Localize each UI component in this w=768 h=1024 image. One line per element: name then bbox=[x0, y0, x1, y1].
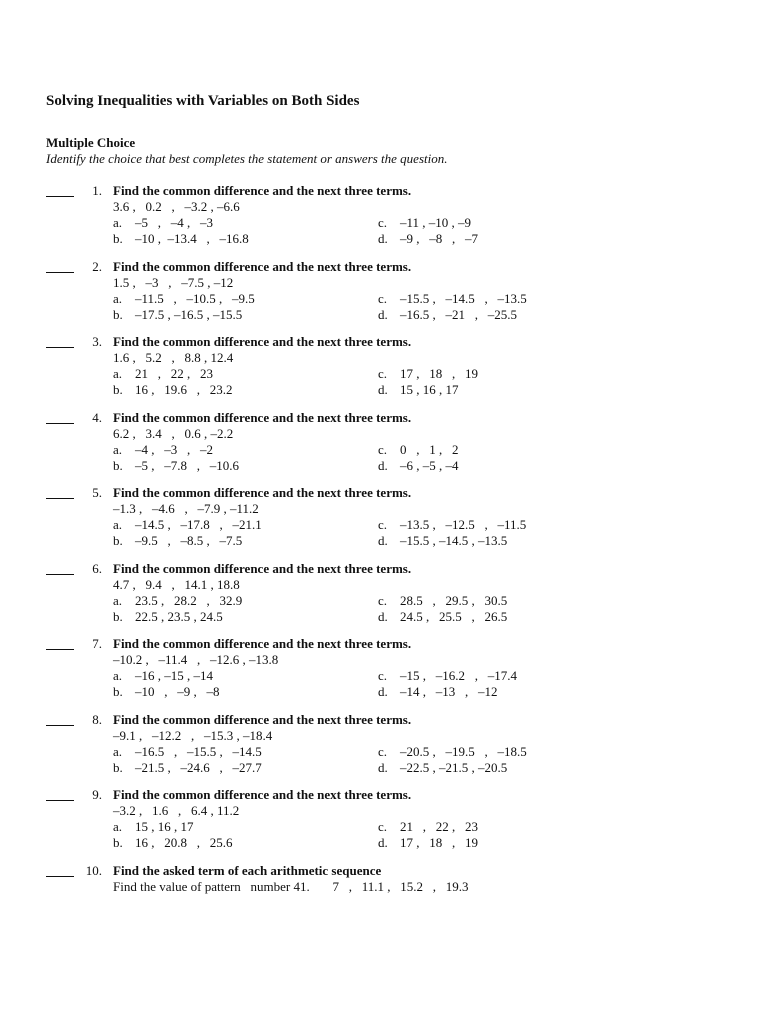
question-item bbox=[0, 485, 768, 549]
answer-blank[interactable] bbox=[46, 863, 74, 877]
choice-letter: b. bbox=[113, 382, 123, 397]
answer-choice[interactable] bbox=[113, 819, 194, 835]
answer-choice[interactable] bbox=[378, 609, 507, 625]
answer-choice[interactable] bbox=[113, 593, 242, 609]
choice-letter: b. bbox=[113, 458, 123, 473]
question-prompt: Find the common difference and the next three terms. bbox=[113, 410, 412, 425]
choice-text: –16.5 , –15.5 , –14.5 bbox=[135, 744, 262, 759]
choice-letter: a. bbox=[113, 744, 123, 759]
choice-letter: a. bbox=[113, 819, 123, 834]
choice-text: 23.5 , 28.2 , 32.9 bbox=[135, 593, 243, 608]
question-sequence: –10.2 , –11.4 , –12.6 , –13.8 bbox=[113, 652, 279, 667]
answer-blank[interactable] bbox=[46, 485, 74, 499]
choice-letter: d. bbox=[378, 533, 388, 548]
answer-choice[interactable] bbox=[378, 442, 459, 458]
choice-text: –5 , –4 , –3 bbox=[135, 215, 213, 230]
answer-choice[interactable] bbox=[378, 533, 507, 549]
question-prompt: Find the common difference and the next three terms. bbox=[113, 636, 412, 651]
answer-choice[interactable] bbox=[113, 291, 255, 307]
answer-choice[interactable] bbox=[113, 668, 213, 684]
answer-blank[interactable] bbox=[46, 183, 74, 197]
question-prompt: Find the common difference and the next three terms. bbox=[113, 334, 412, 349]
answer-choice[interactable] bbox=[113, 609, 223, 625]
question-item bbox=[0, 410, 768, 474]
choice-text: –13.5 , –12.5 , –11.5 bbox=[400, 517, 527, 532]
choice-text: –9.5 , –8.5 , –7.5 bbox=[135, 533, 243, 548]
choice-text: –15 , –16.2 , –17.4 bbox=[400, 668, 517, 683]
answer-blank[interactable] bbox=[46, 259, 74, 273]
choice-text: –15.5 , –14.5 , –13.5 bbox=[400, 533, 508, 548]
choice-letter: c. bbox=[378, 366, 388, 381]
choice-text: 15 , 16 , 17 bbox=[135, 819, 194, 834]
choice-text: 28.5 , 29.5 , 30.5 bbox=[400, 593, 508, 608]
section-instructions: Identify the choice that best completes the statement or answers the question. bbox=[46, 151, 448, 166]
choice-letter: b. bbox=[113, 307, 123, 322]
choice-letter: c. bbox=[378, 668, 388, 683]
choice-letter: b. bbox=[113, 609, 123, 624]
question-sequence: –3.2 , 1.6 , 6.4 , 11.2 bbox=[113, 803, 240, 818]
choice-letter: a. bbox=[113, 442, 123, 457]
question-number: 8. bbox=[92, 712, 102, 727]
choice-text: 21 , 22 , 23 bbox=[135, 366, 213, 381]
question-item bbox=[0, 636, 768, 700]
question-prompt: Find the common difference and the next three terms. bbox=[113, 712, 412, 727]
question-number: 10. bbox=[85, 863, 102, 878]
question-prompt: Find the common difference and the next three terms. bbox=[113, 485, 412, 500]
question-sequence: 4.7 , 9.4 , 14.1 , 18.8 bbox=[113, 577, 240, 592]
question-item bbox=[0, 863, 768, 927]
question-item bbox=[0, 334, 768, 398]
answer-choice[interactable] bbox=[113, 760, 262, 776]
question-sequence: 6.2 , 3.4 , 0.6 , –2.2 bbox=[113, 426, 234, 441]
question-sequence: 1.6 , 5.2 , 8.8 , 12.4 bbox=[113, 350, 234, 365]
question-prompt: Find the asked term of each arithmetic sequence bbox=[113, 863, 382, 878]
choice-letter: b. bbox=[113, 835, 123, 850]
question-item bbox=[0, 259, 768, 323]
choice-letter: b. bbox=[113, 231, 123, 246]
answer-choice[interactable] bbox=[113, 744, 262, 760]
choice-text: –21.5 , –24.6 , –27.7 bbox=[135, 760, 262, 775]
choice-text: –17.5 , –16.5 , –15.5 bbox=[135, 307, 243, 322]
choice-text: –4 , –3 , –2 bbox=[135, 442, 213, 457]
answer-blank[interactable] bbox=[46, 561, 74, 575]
question-number: 9. bbox=[92, 787, 102, 802]
answer-choice[interactable] bbox=[113, 442, 213, 458]
choice-text: 15 , 16 , 17 bbox=[400, 382, 459, 397]
answer-choice[interactable] bbox=[378, 668, 517, 684]
answer-choice[interactable] bbox=[113, 684, 220, 700]
answer-choice[interactable] bbox=[378, 458, 459, 474]
answer-choice[interactable] bbox=[378, 760, 507, 776]
choice-letter: c. bbox=[378, 744, 388, 759]
question-prompt: Find the common difference and the next three terms. bbox=[113, 787, 412, 802]
choice-text: –9 , –8 , –7 bbox=[400, 231, 478, 246]
question-sequence: –1.3 , –4.6 , –7.9 , –11.2 bbox=[113, 501, 259, 516]
choice-letter: b. bbox=[113, 760, 123, 775]
worksheet-title: Solving Inequalities with Variables on Both Sides bbox=[46, 93, 360, 109]
choice-text: –14 , –13 , –12 bbox=[400, 684, 498, 699]
answer-blank[interactable] bbox=[46, 410, 74, 424]
choice-text: 16 , 19.6 , 23.2 bbox=[135, 382, 233, 397]
choice-text: –16 , –15 , –14 bbox=[135, 668, 213, 683]
answer-choice[interactable] bbox=[113, 382, 233, 398]
choice-text: –11.5 , –10.5 , –9.5 bbox=[135, 291, 255, 306]
choice-text: –5 , –7.8 , –10.6 bbox=[135, 458, 239, 473]
question-number: 3. bbox=[92, 334, 102, 349]
answer-choice[interactable] bbox=[378, 366, 478, 382]
question-prompt: Find the common difference and the next three terms. bbox=[113, 561, 412, 576]
answer-choice[interactable] bbox=[378, 291, 527, 307]
answer-blank[interactable] bbox=[46, 334, 74, 348]
choice-text: 21 , 22 , 23 bbox=[400, 819, 478, 834]
question-prompt: Find the common difference and the next three terms. bbox=[113, 183, 412, 198]
choice-letter: c. bbox=[378, 291, 388, 306]
choice-letter: a. bbox=[113, 291, 123, 306]
answer-choice[interactable] bbox=[378, 684, 498, 700]
choice-letter: b. bbox=[113, 533, 123, 548]
answer-choice[interactable] bbox=[113, 835, 233, 851]
choice-letter: a. bbox=[113, 215, 123, 230]
question-number: 6. bbox=[92, 561, 102, 576]
answer-choice[interactable] bbox=[378, 215, 471, 231]
question-item bbox=[0, 787, 768, 851]
choice-text: –14.5 , –17.8 , –21.1 bbox=[135, 517, 262, 532]
choice-letter: d. bbox=[378, 231, 388, 246]
question-prompt: Find the common difference and the next three terms. bbox=[113, 259, 412, 274]
choice-letter: c. bbox=[378, 593, 388, 608]
answer-choice[interactable] bbox=[378, 307, 517, 323]
choice-letter: d. bbox=[378, 382, 388, 397]
section-heading: Multiple Choice bbox=[46, 135, 136, 150]
choice-letter: d. bbox=[378, 458, 388, 473]
question-sequence: –9.1 , –12.2 , –15.3 , –18.4 bbox=[113, 728, 273, 743]
choice-letter: a. bbox=[113, 593, 123, 608]
question-number: 5. bbox=[92, 485, 102, 500]
answer-choice[interactable] bbox=[113, 215, 213, 231]
answer-choice[interactable] bbox=[378, 744, 527, 760]
answer-choice[interactable] bbox=[378, 517, 526, 533]
choice-text: –6 , –5 , –4 bbox=[400, 458, 459, 473]
choice-letter: d. bbox=[378, 609, 388, 624]
choice-letter: c. bbox=[378, 215, 388, 230]
answer-choice[interactable] bbox=[113, 533, 242, 549]
choice-letter: b. bbox=[113, 684, 123, 699]
choice-letter: a. bbox=[113, 366, 123, 381]
choice-text: 22.5 , 23.5 , 24.5 bbox=[135, 609, 223, 624]
answer-choice[interactable] bbox=[378, 382, 459, 398]
choice-text: –22.5 , –21.5 , –20.5 bbox=[400, 760, 508, 775]
choice-text: –11 , –10 , –9 bbox=[400, 215, 472, 230]
choice-text: –10 , –9 , –8 bbox=[135, 684, 220, 699]
answer-choice[interactable] bbox=[113, 307, 242, 323]
answer-choice[interactable] bbox=[113, 231, 249, 247]
answer-choice[interactable] bbox=[378, 593, 507, 609]
choice-text: 24.5 , 25.5 , 26.5 bbox=[400, 609, 508, 624]
answer-choice[interactable] bbox=[113, 458, 239, 474]
answer-choice[interactable] bbox=[113, 517, 262, 533]
question-item bbox=[0, 183, 768, 247]
choice-letter: d. bbox=[378, 307, 388, 322]
answer-blank[interactable] bbox=[46, 787, 74, 801]
answer-choice[interactable] bbox=[113, 366, 213, 382]
answer-choice[interactable] bbox=[378, 819, 478, 835]
choice-letter: d. bbox=[378, 684, 388, 699]
answer-blank[interactable] bbox=[46, 712, 74, 726]
choice-text: –10 , –13.4 , –16.8 bbox=[135, 231, 249, 246]
choice-letter: d. bbox=[378, 760, 388, 775]
question-item bbox=[0, 712, 768, 776]
choice-text: –20.5 , –19.5 , –18.5 bbox=[400, 744, 527, 759]
answer-blank[interactable] bbox=[46, 636, 74, 650]
answer-choice[interactable] bbox=[378, 231, 478, 247]
question-number: 4. bbox=[92, 410, 102, 425]
choice-letter: d. bbox=[378, 835, 388, 850]
choice-letter: c. bbox=[378, 517, 388, 532]
question-number: 2. bbox=[92, 259, 102, 274]
choice-letter: a. bbox=[113, 517, 123, 532]
choice-text: 17 , 18 , 19 bbox=[400, 366, 478, 381]
question-number: 1. bbox=[92, 183, 102, 198]
question-sequence: 1.5 , –3 , –7.5 , –12 bbox=[113, 275, 234, 290]
choice-text: –15.5 , –14.5 , –13.5 bbox=[400, 291, 527, 306]
choice-letter: c. bbox=[378, 442, 388, 457]
answer-choice[interactable] bbox=[378, 835, 478, 851]
question-sequence: 3.6 , 0.2 , –3.2 , –6.6 bbox=[113, 199, 240, 214]
question-number: 7. bbox=[92, 636, 102, 651]
choice-letter: a. bbox=[113, 668, 123, 683]
question-item bbox=[0, 561, 768, 625]
question-sequence: Find the value of pattern number 41. 7 , 11.1 , 15.2 , 19.3 bbox=[113, 879, 469, 894]
choice-text: –16.5 , –21 , –25.5 bbox=[400, 307, 517, 322]
choice-text: 17 , 18 , 19 bbox=[400, 835, 478, 850]
choice-letter: c. bbox=[378, 819, 388, 834]
choice-text: 16 , 20.8 , 25.6 bbox=[135, 835, 233, 850]
choice-text: 0 , 1 , 2 bbox=[400, 442, 459, 457]
